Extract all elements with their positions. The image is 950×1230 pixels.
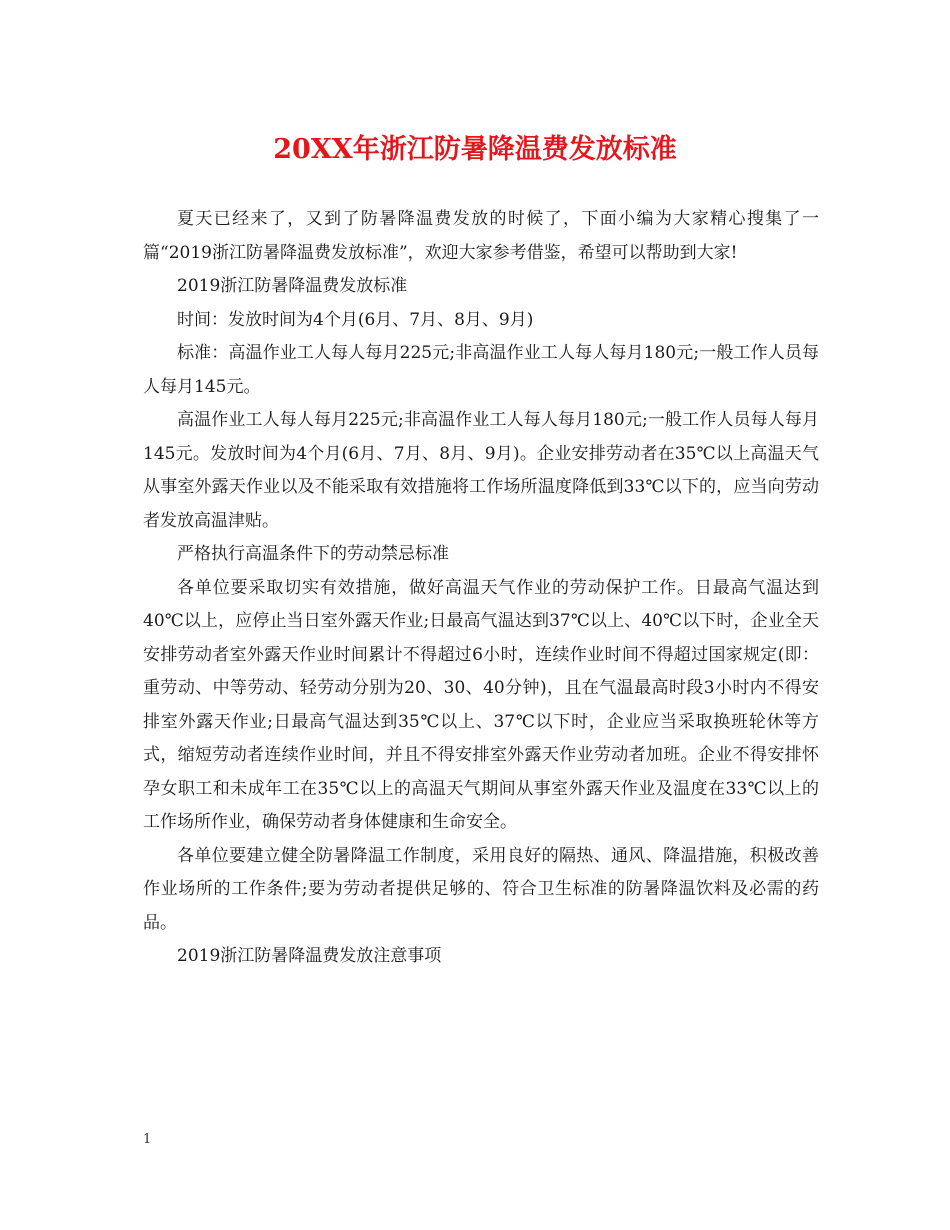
page-number: 1 <box>143 1132 152 1147</box>
document-title: 20XX年浙江防暑降温费发放标准 <box>273 134 677 165</box>
paragraph-working-conditions: 各单位要建立健全防暑降温工作制度，采用良好的隔热、通风、降温措施，积极改善作业场所的工作条件;要为劳动者提供足够的、符合卫生标准的防暑降温饮料及必需的药品。 <box>143 845 819 933</box>
paragraph-time: 时间：发放时间为4个月(6月、7月、8月、9月) <box>177 309 534 330</box>
paragraph-heading-taboo: 严格执行高温条件下的劳动禁忌标准 <box>177 544 449 564</box>
paragraph-protection-measures: 各单位要采取切实有效措施，做好高温天气作业的劳动保护工作。日最高气温达到40℃以上，应停止当日室外露天作业;日最高气温达到37℃以上、40℃以下时，企业全天安排劳动者室外露天作业时间累计不得超过6小时，连续作业时间不得超过国家规定(即：重劳动、中等劳动、轻劳动分别为20、30、40分钟)，且在气温最高时段3小时内不得安排室外露天作业;日最高气温达到35℃以上、37℃以下时，企业应当采取换班轮休等方式，缩短劳动者连续作业时间，并且不得安排室外露天作业劳动者加班。企业不得安排怀孕女职工和未成年工在35℃以上的高温天气期间从事室外露天作业及温度在33℃以上的工作场所作业，确保劳动者身体健康和生命安全。 <box>143 577 819 832</box>
paragraph-intro: 夏天已经来了，又到了防暑降温费发放的时候了，下面小编为大家精心搜集了一篇“2019浙江防暑降温费发放标准”，欢迎大家参考借鉴，希望可以帮助到大家! <box>143 209 819 263</box>
paragraph-allowance-details: 高温作业工人每人每月225元;非高温作业工人每人每月180元;一般工作人员每人每月145元。发放时间为4个月(6月、7月、8月、9月)。企业安排劳动者在35℃以上高温天气从事室外露天作业以及不能采取有效措施将工作场所温度降低到33℃以下的，应当向劳动者发放高温津贴。 <box>143 410 819 531</box>
paragraph-standard: 标准：高温作业工人每人每月225元;非高温作业工人每人每月180元;一般工作人员每人每月145元。 <box>143 343 819 397</box>
paragraph-heading-standard: 2019浙江防暑降温费发放标准 <box>177 276 408 296</box>
paragraph-heading-notes: 2019浙江防暑降温费发放注意事项 <box>177 946 442 966</box>
document-body <box>143 203 819 974</box>
